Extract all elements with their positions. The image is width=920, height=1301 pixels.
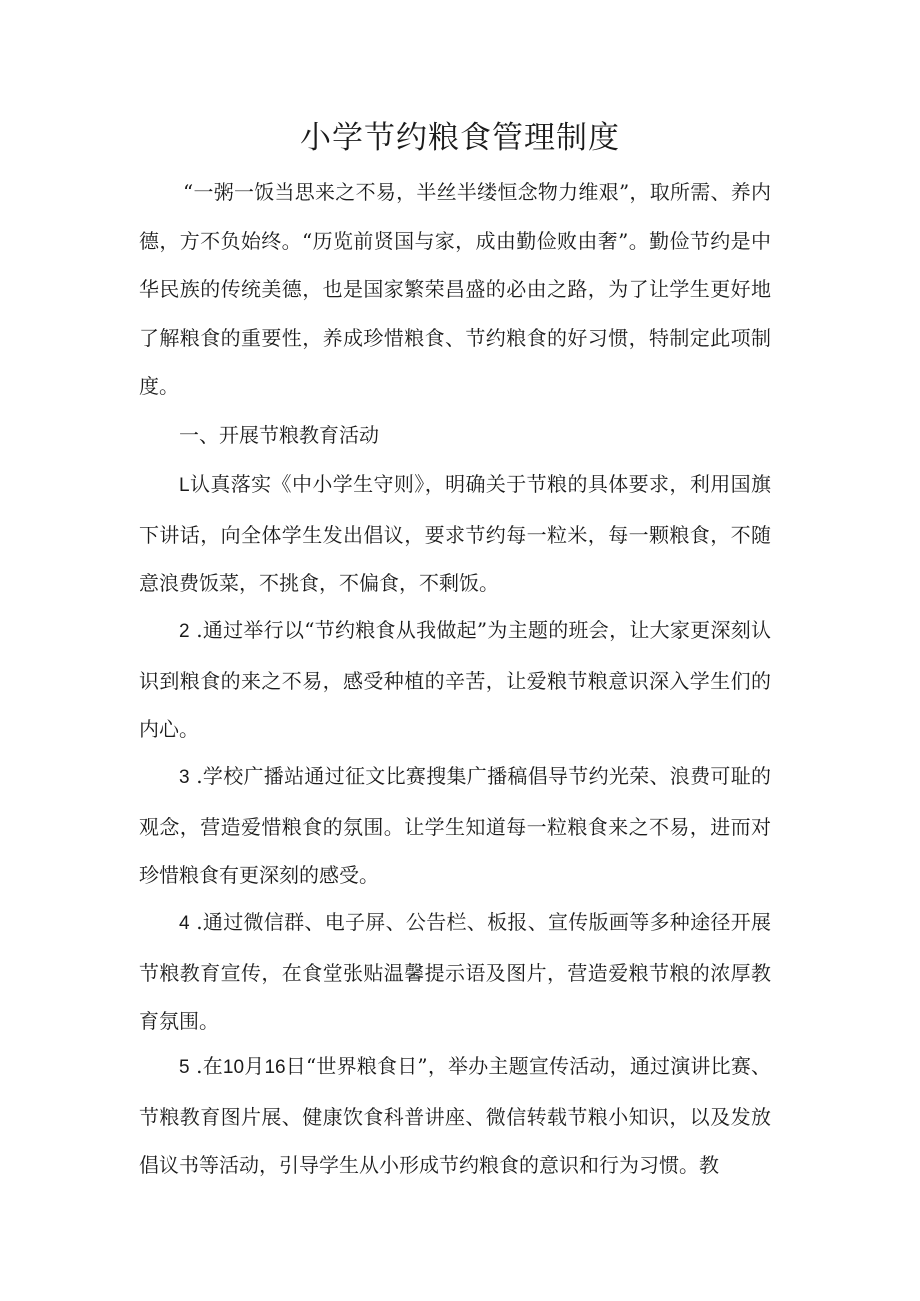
item-marker: 2 bbox=[179, 621, 190, 642]
item-text-month-unit: 月 bbox=[244, 1054, 265, 1078]
item-text: .通过举行以“节约粮食从我做起”为主题的班会，让大家更深刻认识到粮食的来之不易，感受种植的辛苦，让爱粮节粮意识深入学生们的内心。 bbox=[139, 618, 771, 741]
date-day: 16 bbox=[264, 1057, 286, 1078]
intro-paragraph: “一粥一饭当思来之不易，半丝半缕恒念物力维艰”，取所需、养内德，方不负始终。“历览前贤国与家，成由勤俭败由奢”。勤俭节约是中华民族的传统美德，也是国家繁荣昌盛的必由之路，为了让学生更好地了解粮食的重要性，养成珍惜粮食、节约粮食的好习惯，特制定此项制度。 bbox=[139, 180, 771, 398]
section-heading: 一、开展节粮教育活动 bbox=[179, 423, 379, 447]
item-marker: 4 bbox=[179, 913, 190, 934]
list-item-2 bbox=[139, 606, 771, 754]
item-text: 认真落实《中小学生守则》，明确关于节粮的具体要求，利用国旗下讲话，向全体学生发出倡议，要求节约每一粒米，每一颗粮食，不随意浪费饭菜，不挑食，不偏食，不剩饭。 bbox=[139, 472, 771, 595]
item-text-start: .在 bbox=[196, 1054, 223, 1078]
date-month: 10 bbox=[222, 1057, 245, 1078]
item-text: .通过微信群、电子屏、公告栏、板报、宣传版画等多种途径开展节粮教育宣传，在食堂张贴温馨提示语及图片，营造爱粮节粮的浓厚教育氛围。 bbox=[139, 910, 772, 1033]
item-text-rest: 日“世界粮食日”，举办主题宣传活动，通过演讲比赛、节粮教育图片展、健康饮食科普讲座、微信转载节粮小知识，以及发放倡议书等活动，引导学生从小形成节约粮食的意识和行为习惯。教 bbox=[139, 1054, 772, 1177]
list-item-5 bbox=[139, 1042, 771, 1190]
item-marker: 5 bbox=[179, 1057, 190, 1078]
document-title: 小学节约粮食管理制度 bbox=[300, 120, 620, 156]
list-item-1 bbox=[139, 460, 771, 608]
list-item-4 bbox=[139, 898, 771, 1046]
list-item-3 bbox=[139, 752, 771, 900]
item-marker: 3 bbox=[179, 767, 190, 788]
item-marker: L bbox=[179, 475, 190, 496]
item-text: .学校广播站通过征文比赛搜集广播稿倡导节约光荣、浪费可耻的观念，营造爱惜粮食的氛围。让学生知道每一粒粮食来之不易，进而对珍惜粮食有更深刻的感受。 bbox=[139, 764, 772, 887]
